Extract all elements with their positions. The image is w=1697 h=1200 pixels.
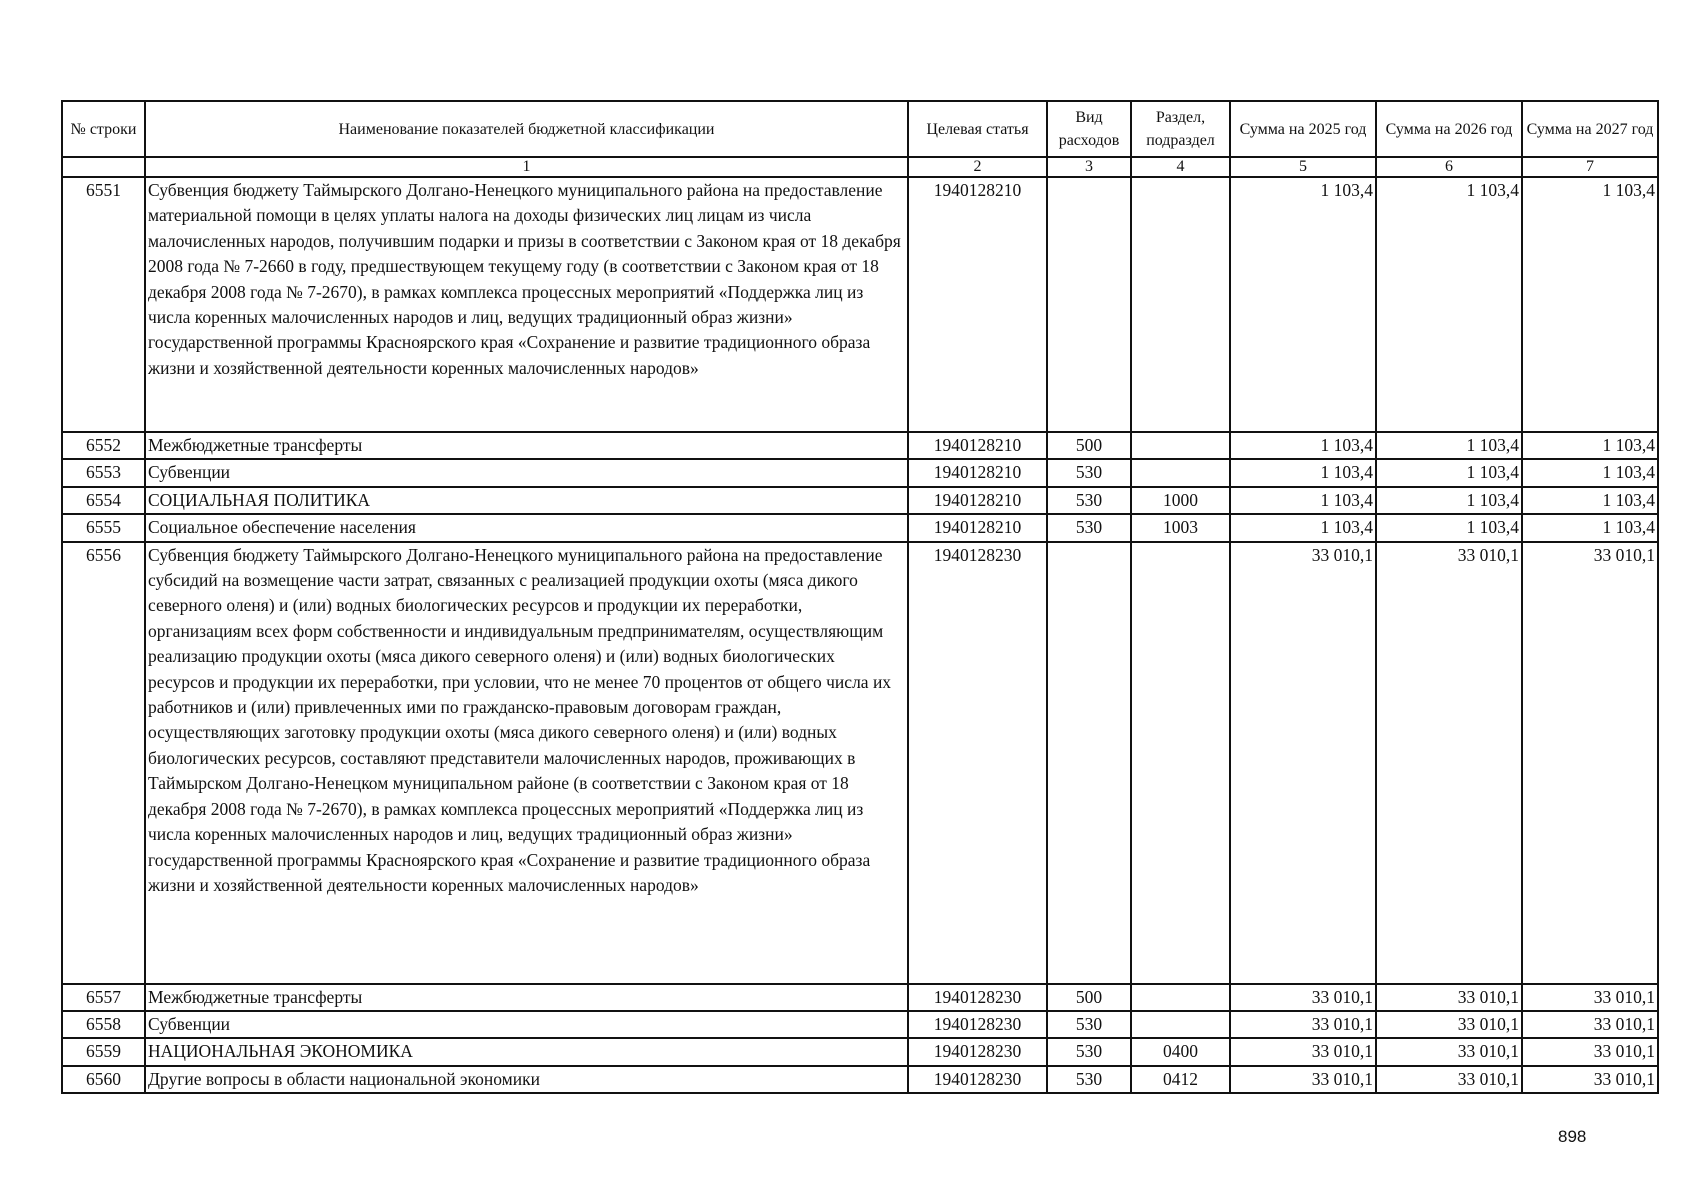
row-number: 6559 xyxy=(62,1038,145,1065)
column-number: 4 xyxy=(1131,157,1230,177)
row-sum-2025: 1 103,4 xyxy=(1230,177,1376,432)
row-name: СОЦИАЛЬНАЯ ПОЛИТИКА xyxy=(145,487,908,514)
row-section: 1000 xyxy=(1131,487,1230,514)
header-section: Раздел, подраздел xyxy=(1131,101,1230,157)
row-expense-type: 530 xyxy=(1047,1066,1131,1093)
row-expense-type: 530 xyxy=(1047,459,1131,486)
table-row xyxy=(62,487,1658,514)
row-sum-2025: 33 010,1 xyxy=(1230,1011,1376,1038)
row-number: 6557 xyxy=(62,984,145,1011)
row-sum-2026: 33 010,1 xyxy=(1376,542,1522,984)
row-section: 1003 xyxy=(1131,514,1230,541)
page-number: 898 xyxy=(1558,1127,1587,1146)
row-sum-2027: 1 103,4 xyxy=(1522,514,1658,541)
table-row xyxy=(62,432,1658,459)
table-row xyxy=(62,459,1658,486)
row-number: 6552 xyxy=(62,432,145,459)
row-expense-type: 500 xyxy=(1047,432,1131,459)
row-section xyxy=(1131,542,1230,984)
budget-table xyxy=(61,100,1659,1094)
row-sum-2027: 1 103,4 xyxy=(1522,177,1658,432)
row-target-article: 1940128210 xyxy=(908,487,1047,514)
row-expense-type: 500 xyxy=(1047,984,1131,1011)
table-row xyxy=(62,177,1658,432)
row-name: Межбюджетные трансферты xyxy=(145,432,908,459)
table-row xyxy=(62,984,1658,1011)
row-sum-2026: 33 010,1 xyxy=(1376,984,1522,1011)
row-target-article: 1940128230 xyxy=(908,1011,1047,1038)
header-sum-2025: Сумма на 2025 год xyxy=(1230,101,1376,157)
row-number: 6551 xyxy=(62,177,145,432)
row-sum-2026: 1 103,4 xyxy=(1376,459,1522,486)
row-sum-2025: 1 103,4 xyxy=(1230,514,1376,541)
row-sum-2025: 33 010,1 xyxy=(1230,542,1376,984)
row-sum-2025: 33 010,1 xyxy=(1230,1066,1376,1093)
row-sum-2026: 1 103,4 xyxy=(1376,487,1522,514)
column-number: 6 xyxy=(1376,157,1522,177)
row-target-article: 1940128210 xyxy=(908,177,1047,432)
header-row xyxy=(62,101,1658,157)
row-section: 0412 xyxy=(1131,1066,1230,1093)
row-expense-type: 530 xyxy=(1047,514,1131,541)
header-sum-2026: Сумма на 2026 год xyxy=(1376,101,1522,157)
row-name: Социальное обеспечение населения xyxy=(145,514,908,541)
row-number: 6555 xyxy=(62,514,145,541)
row-section xyxy=(1131,984,1230,1011)
header-name: Наименование показателей бюджетной классификации xyxy=(145,101,908,157)
row-section xyxy=(1131,1011,1230,1038)
column-number xyxy=(62,157,145,177)
row-sum-2027: 33 010,1 xyxy=(1522,542,1658,984)
column-number: 7 xyxy=(1522,157,1658,177)
row-sum-2026: 33 010,1 xyxy=(1376,1011,1522,1038)
row-expense-type xyxy=(1047,542,1131,984)
row-sum-2025: 1 103,4 xyxy=(1230,459,1376,486)
row-name: Другие вопросы в области национальной экономики xyxy=(145,1066,908,1093)
row-sum-2025: 1 103,4 xyxy=(1230,487,1376,514)
row-expense-type: 530 xyxy=(1047,1038,1131,1065)
row-number: 6553 xyxy=(62,459,145,486)
row-target-article: 1940128210 xyxy=(908,432,1047,459)
row-name: Межбюджетные трансферты xyxy=(145,984,908,1011)
row-sum-2026: 1 103,4 xyxy=(1376,177,1522,432)
row-sum-2027: 33 010,1 xyxy=(1522,1038,1658,1065)
row-name: Субвенция бюджету Таймырского Долгано-Ненецкого муниципального района на предоставление субсидий на возмещение части затрат, связанных с реализацией продукции охоты (мяса дикого северного оленя) и (или) водных биологических ресурсов и продукции их переработки, организациям всех форм собственности и индивидуальным предпринимателям, осуществляющим реализацию продукции охоты (мяса дикого северного оленя) и (или) водных биологических ресурсов и продукции их переработки, при условии, что не менее 70 процентов от общего числа их работников и (или) привлеченных ими по гражданско-правовым договорам граждан, осуществляющих заготовку продукции охоты (мяса дикого северного оленя) и (или) водных биологических ресурсов, составляют представители малочисленных народов, проживающих в Таймырском Долгано-Ненецком муниципальном районе (в соответствии с Законом края от 18 декабря 2008 года № 7-2670), в рамках комплекса процессных мероприятий «Поддержка лиц из числа коренных малочисленных народов и лиц, ведущих традиционный образ жизни» государственной программы Красноярского края «Сохранение и развитие традиционного образа жизни и хозяйственной деятельности коренных малочисленных народов» xyxy=(145,542,908,984)
row-sum-2027: 33 010,1 xyxy=(1522,984,1658,1011)
row-section: 0400 xyxy=(1131,1038,1230,1065)
row-expense-type xyxy=(1047,177,1131,432)
row-target-article: 1940128230 xyxy=(908,984,1047,1011)
row-sum-2025: 33 010,1 xyxy=(1230,984,1376,1011)
row-sum-2027: 33 010,1 xyxy=(1522,1066,1658,1093)
row-sum-2026: 33 010,1 xyxy=(1376,1038,1522,1065)
column-number: 1 xyxy=(145,157,908,177)
row-sum-2025: 33 010,1 xyxy=(1230,1038,1376,1065)
row-name: Субвенции xyxy=(145,1011,908,1038)
table-row xyxy=(62,1066,1658,1093)
column-number: 2 xyxy=(908,157,1047,177)
row-target-article: 1940128230 xyxy=(908,542,1047,984)
table-row xyxy=(62,542,1658,984)
row-number: 6558 xyxy=(62,1011,145,1038)
column-number: 3 xyxy=(1047,157,1131,177)
row-number: 6560 xyxy=(62,1066,145,1093)
table-row xyxy=(62,1011,1658,1038)
row-sum-2026: 1 103,4 xyxy=(1376,514,1522,541)
row-number: 6554 xyxy=(62,487,145,514)
header-target-article: Целевая статья xyxy=(908,101,1047,157)
column-number-row xyxy=(62,157,1658,177)
table-row xyxy=(62,1038,1658,1065)
row-sum-2027: 1 103,4 xyxy=(1522,487,1658,514)
row-target-article: 1940128210 xyxy=(908,514,1047,541)
row-name: НАЦИОНАЛЬНАЯ ЭКОНОМИКА xyxy=(145,1038,908,1065)
table-row xyxy=(62,514,1658,541)
row-target-article: 1940128230 xyxy=(908,1038,1047,1065)
row-sum-2027: 1 103,4 xyxy=(1522,459,1658,486)
header-sum-2027: Сумма на 2027 год xyxy=(1522,101,1658,157)
row-number: 6556 xyxy=(62,542,145,984)
column-number: 5 xyxy=(1230,157,1376,177)
row-name: Субвенция бюджету Таймырского Долгано-Ненецкого муниципального района на предоставление материальной помощи в целях уплаты налога на доходы физических лиц лицам из числа малочисленных народов, получившим подарки и призы в соответствии с Законом края от 18 декабря 2008 года № 7-2660 в году, предшествующем текущему году (в соответствии с Законом края от 18 декабря 2008 года № 7-2670), в рамках комплекса процессных мероприятий «Поддержка лиц из числа коренных малочисленных народов и лиц, ведущих традиционный образ жизни» государственной программы Красноярского края «Сохранение и развитие традиционного образа жизни и хозяйственной деятельности коренных малочисленных народов» xyxy=(145,177,908,432)
row-target-article: 1940128210 xyxy=(908,459,1047,486)
row-sum-2026: 1 103,4 xyxy=(1376,432,1522,459)
row-sum-2027: 33 010,1 xyxy=(1522,1011,1658,1038)
header-expense-type: Вид расходов xyxy=(1047,101,1131,157)
header-row-number: № строки xyxy=(62,101,145,157)
row-name: Субвенции xyxy=(145,459,908,486)
row-target-article: 1940128230 xyxy=(908,1066,1047,1093)
row-section xyxy=(1131,177,1230,432)
row-expense-type: 530 xyxy=(1047,1011,1131,1038)
row-sum-2025: 1 103,4 xyxy=(1230,432,1376,459)
row-section xyxy=(1131,459,1230,486)
row-sum-2027: 1 103,4 xyxy=(1522,432,1658,459)
row-sum-2026: 33 010,1 xyxy=(1376,1066,1522,1093)
row-expense-type: 530 xyxy=(1047,487,1131,514)
row-section xyxy=(1131,432,1230,459)
